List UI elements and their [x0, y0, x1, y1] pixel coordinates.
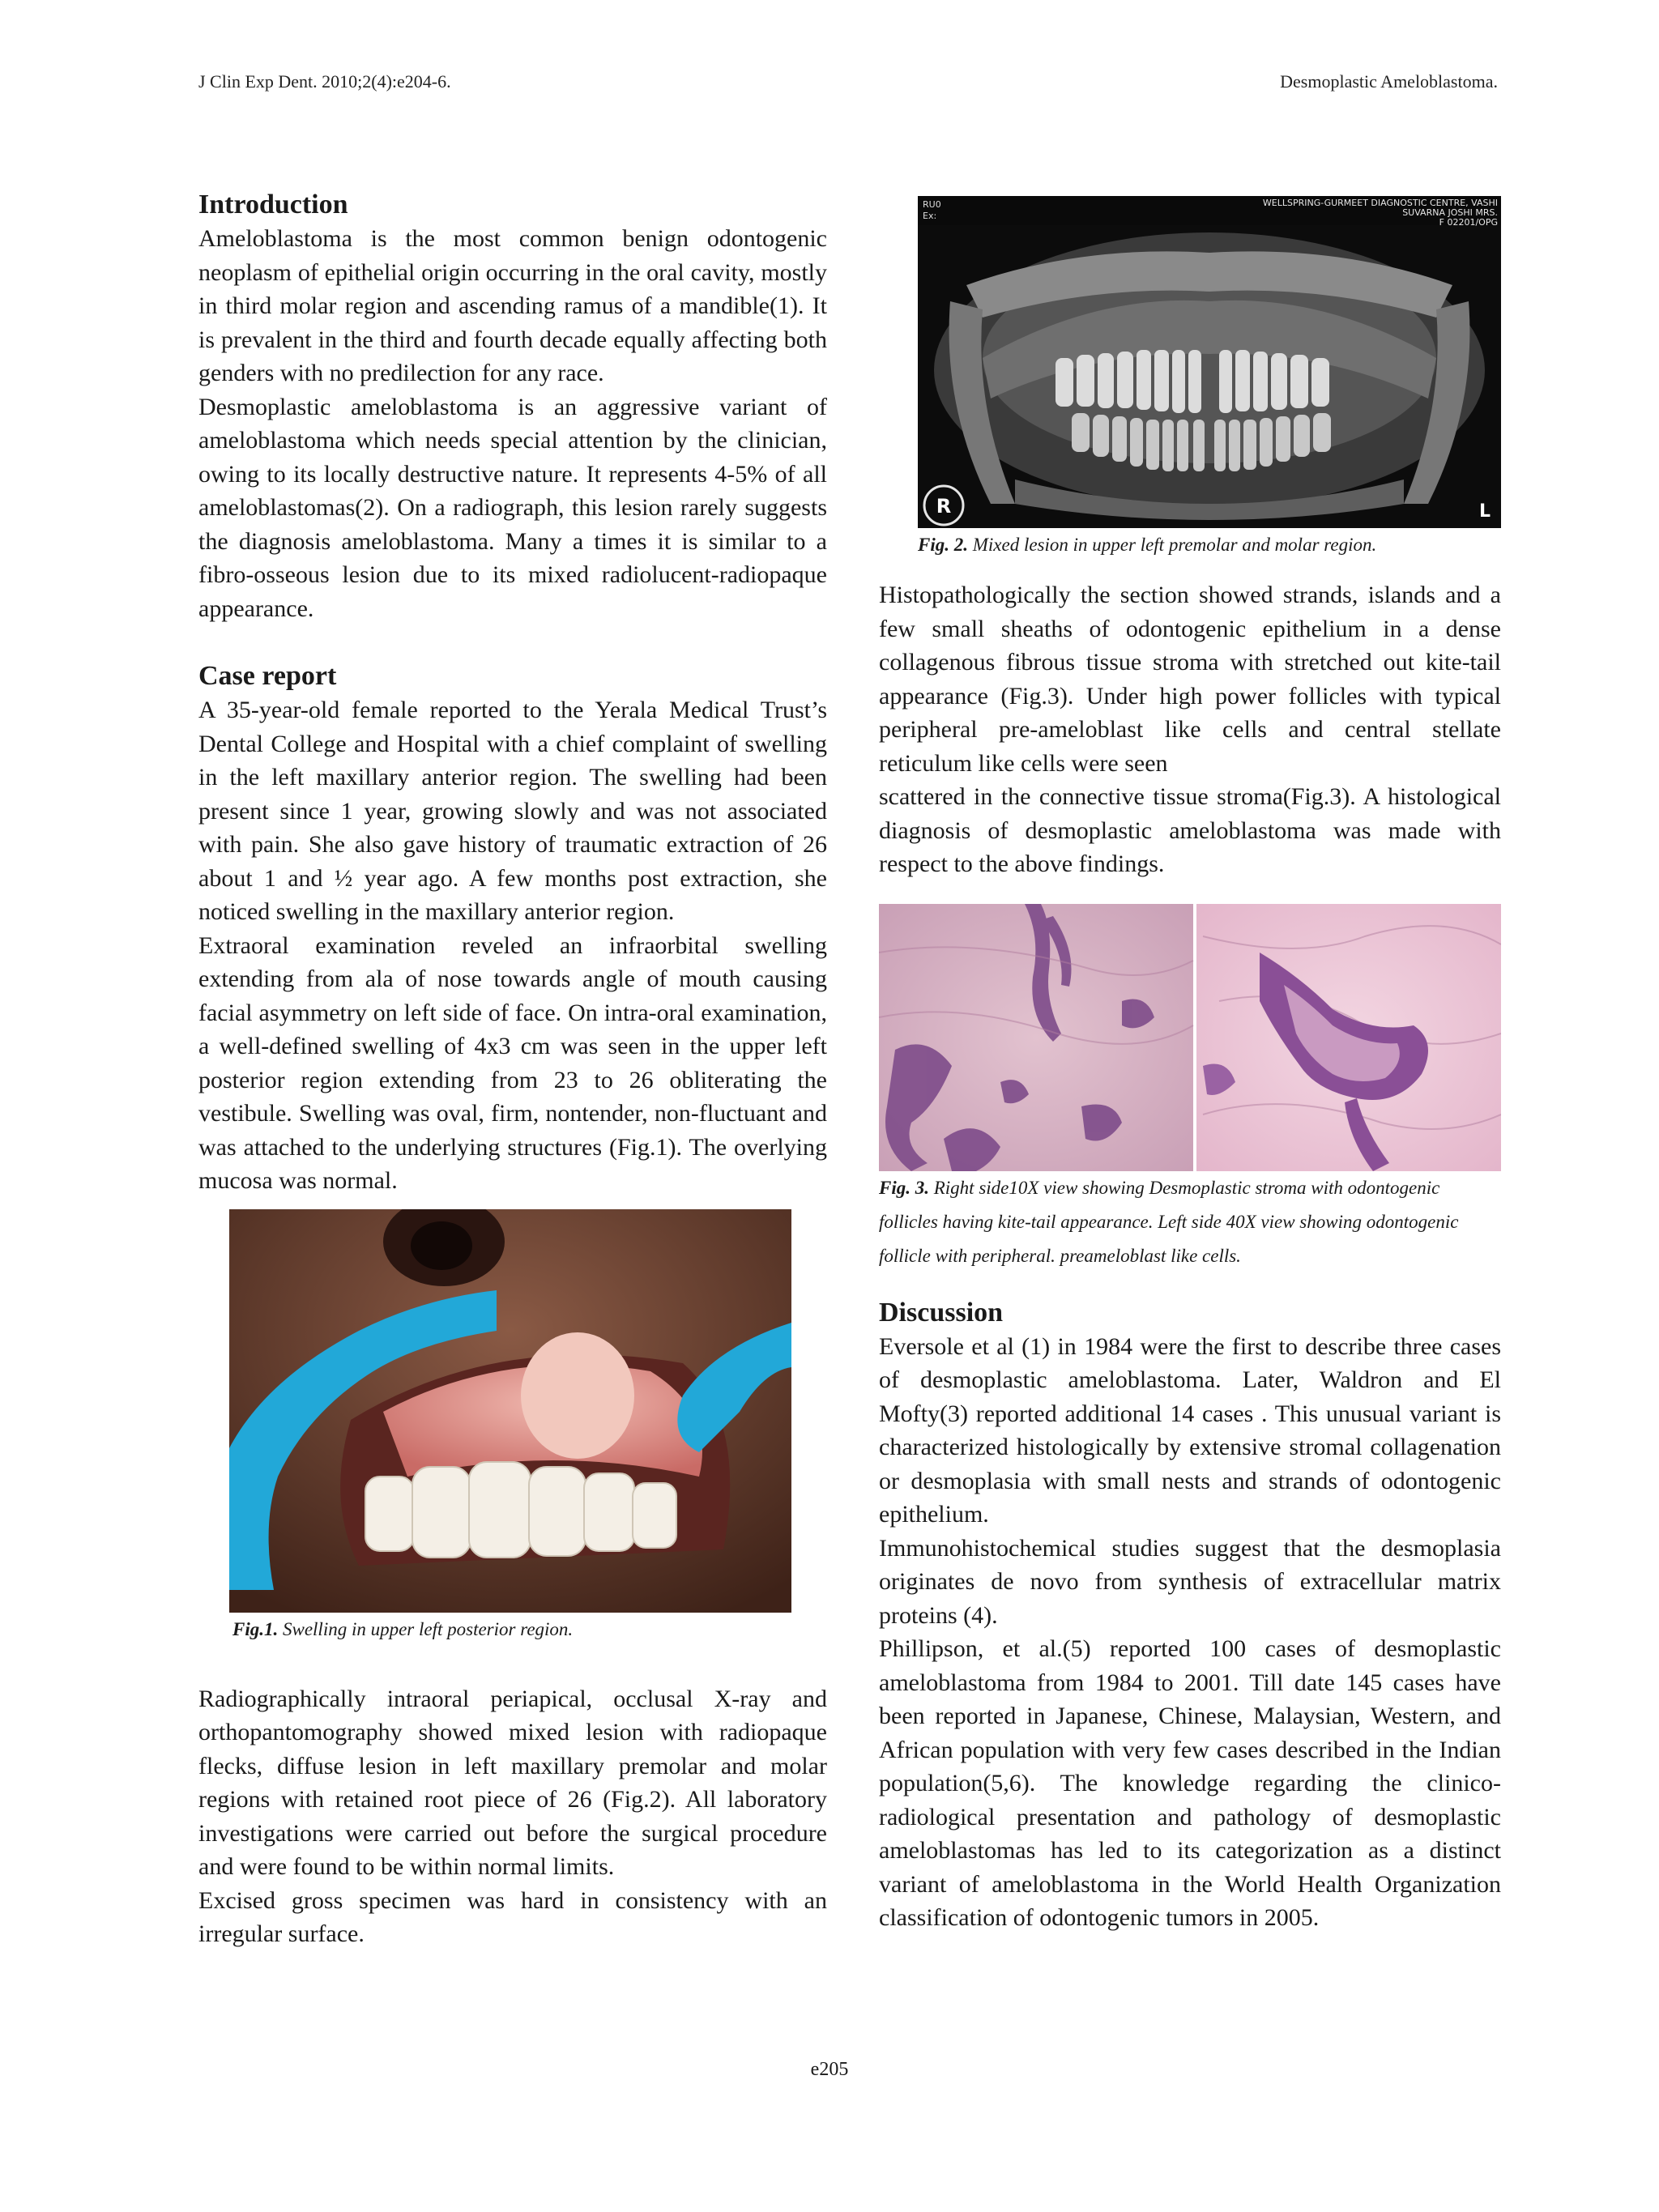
- figure-1-label: Fig.1.: [232, 1618, 279, 1639]
- figure-3-histology-micrograph: [879, 904, 1501, 1171]
- intro-paragraph-1: Ameloblastoma is the most common benign odontogenic neoplasm of epithelial origin occurring in the oral cavity, mostly in third molar region and ascending ramus of a mandible(1). It is prevalent in the third and fourth decade equally affecting both genders with no predilection for any race.: [198, 225, 827, 386]
- case-paragraph-2: Extraoral examination reveled an infraorbital swelling extending from ala of nose towards angle of mouth causing facial asymmetry on left side of face. On intra-oral examination, a well-defined swelling of 4x3 cm was seen in the upper left posterior region extending from 23 to 26 obliterating the vestibule. Swelling was oval, firm, nontender, non-fluctuant and was attached to the underlying structures (Fig.1). The overlying mucosa was normal.: [198, 931, 827, 1194]
- xray-patient-name: SUVARNA JOSHI MRS.: [1402, 207, 1498, 218]
- figure-1: [229, 1209, 791, 1647]
- discussion-paragraph-3: Phillipson, et al.(5) reported 100 cases of desmoplastic ameloblastoma from 1984 to 2001. Till date 145 cases have been reported in Japanese, Chinese, Malaysian, Western, and African population with very few cases described in the Indian population(5,6). The knowledge regarding the clinico-radiological presentation and pathology of desmoplastic ameloblastomas has led to its categorization as a distinct variant of ameloblastoma in the World Health Organization classification of odontogenic tumors in 2005.: [879, 1635, 1501, 1931]
- section-title-case-report: Case report: [198, 661, 337, 691]
- xray-clinic-name: WELLSPRING-GURMEET DIAGNOSTIC CENTRE, VASHI: [1262, 198, 1498, 208]
- xray-tag-ex: Ex:: [923, 211, 937, 221]
- figure-2: [918, 196, 1501, 562]
- figure-3-caption-text: Right side10X view showing Desmoplastic stroma with odontogenic follicles having kite-tail appearance. Left side 40X view showing odontogenic follicle with peripheral. preameloblast like cells.: [879, 1177, 1459, 1266]
- case-paragraph-3: Radiographically intraoral periapical, occlusal X-ray and orthopantomography showed mixed lesion with radiopaque flecks, diffuse lesion in left maxillary premolar and molar regions with retained root piece of 26 (Fig.2). All laboratory investigations were carried out before the surgical procedure and were found to be within normal limits.: [198, 1685, 827, 1880]
- page-number: e205: [810, 2059, 849, 2080]
- xray-file-id: F 02201/OPG: [1439, 217, 1498, 228]
- figure-1-caption-text: Swelling in upper left posterior region.: [278, 1618, 574, 1639]
- xray-right-marker: R: [936, 495, 952, 518]
- xray-tag-ru0: RU0: [923, 199, 941, 210]
- left-column: [198, 188, 827, 1951]
- discussion-paragraph-1: Eversole et al (1) in 1984 were the first to describe three cases of desmoplastic ameloblastoma. Later, Waldron and El Mofty(3) reported additional 14 cases . This unusual variant is characterized histologically by extensive stromal collagenation or desmoplasia with small nests and strands of odontogenic epithelium.: [879, 1332, 1501, 1528]
- figure-2-panoramic-xray: [918, 196, 1501, 528]
- figure-2-label: Fig. 2.: [918, 535, 968, 555]
- case-paragraph-1: A 35-year-old female reported to the Yerala Medical Trust’s Dental College and Hospital with a chief complaint of swelling in the left maxillary anterior region. The swelling had been present since 1 year, growing slowly and was not associated with pain. She also gave history of traumatic extraction of 26 about 1 and ½ year ago. A few months post extraction, she noticed swelling in the maxillary anterior region.: [198, 697, 827, 925]
- section-title-discussion: Discussion: [879, 1297, 1004, 1328]
- figure-1-clinical-photo: [229, 1209, 791, 1613]
- figure-3: [879, 904, 1501, 1273]
- running-header-title: Desmoplastic Ameloblastoma.: [1280, 71, 1498, 92]
- right-column: [879, 196, 1501, 1935]
- figure-3-label: Fig. 3.: [879, 1177, 929, 1198]
- figure-1-caption: [232, 1613, 791, 1647]
- histo-paragraph-2: scattered in the connective tissue stroma(Fig.3). A histological diagnosis of desmoplastic ameloblastoma was made with respect to the above findings.: [879, 783, 1501, 877]
- figure-2-caption: [918, 528, 1436, 562]
- discussion-paragraph-2: Immunohistochemical studies suggest that the desmoplasia originates de novo from synthesis of extracellular matrix proteins (4).: [879, 1534, 1501, 1629]
- intro-paragraph-2: Desmoplastic ameloblastoma is an aggressive variant of ameloblastoma which needs special attention by the clinician, owing to its locally destructive nature. It represents 4-5% of all ameloblastomas(2). On a radiograph, this lesion rarely suggests the diagnosis ameloblastoma. Many a times it is similar to a fibro-osseous lesion due to its mixed radiolucent-radiopaque appearance.: [198, 393, 827, 622]
- case-paragraph-4: Excised gross specimen was hard in consistency with an irregular surface.: [198, 1886, 827, 1947]
- xray-left-marker: L: [1478, 501, 1491, 522]
- section-title-introduction: Introduction: [198, 190, 348, 219]
- figure-2-caption-text: Mixed lesion in upper left premolar and molar region.: [967, 535, 1377, 555]
- running-header-citation: J Clin Exp Dent. 2010;2(4):e204-6.: [198, 71, 451, 92]
- histo-paragraph-1: Histopathologically the section showed strands, islands and a few small sheaths of odontogenic epithelium in a dense collagenous fibrous tissue stroma with stretched out kite-tail appearance (Fig.3). Under high power follicles with typical peripheral pre-ameloblast like cells and central stellate reticulum like cells were seen: [879, 582, 1501, 777]
- figure-3-caption: [879, 1171, 1478, 1273]
